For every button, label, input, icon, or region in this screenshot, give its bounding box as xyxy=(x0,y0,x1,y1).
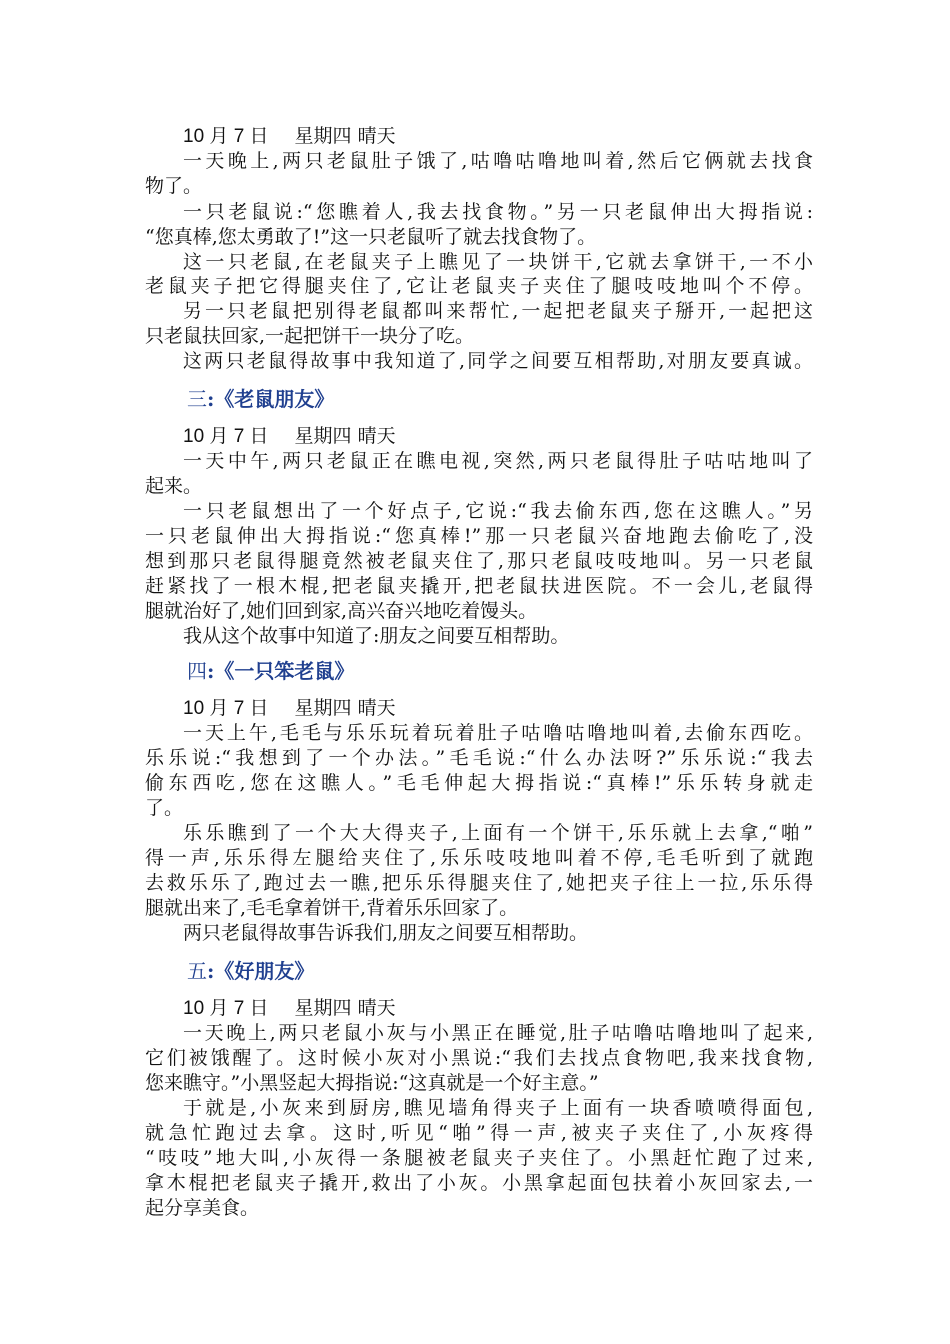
entry-date: 10 月 7 日 xyxy=(183,698,269,719)
entry-date-line xyxy=(183,996,396,1021)
story-line: 一天上午,毛毛与乐乐玩着玩着肚子咕噜咕噜地叫着,去偷东西吃。 xyxy=(183,722,813,744)
story-line: 一只老鼠伸出大拇指说:“您真棒!”那一只老鼠兴奋地跑去偷吃了,没 xyxy=(145,525,813,547)
section-title: :《一只笨老鼠》 xyxy=(207,659,355,683)
story-line: 赶紧找了一根木棍,把老鼠夹撬开,把老鼠扶进医院。不一会儿,老鼠得 xyxy=(145,575,813,597)
entry-date: 10 月 7 日 xyxy=(183,998,269,1019)
entry-weekday-weather: 星期四 晴天 xyxy=(294,697,396,719)
story-line: “您真棒,您太勇敢了!”这一只老鼠听了就去找食物了。 xyxy=(145,226,597,248)
story-line: 一天晚上,两只老鼠肚子饿了,咕噜咕噜地叫着,然后它俩就去找食 xyxy=(183,150,813,172)
story-line: 我从这个故事中知道了:朋友之间要互相帮助。 xyxy=(183,625,570,647)
story-line: 去救乐乐了,跑过去一瞧,把乐乐得腿夹住了,她把夹子往上一拉,乐乐得 xyxy=(145,872,813,894)
story-line: 得一声,乐乐得左腿给夹住了,乐乐吱吱地叫着不停,毛毛听到了就跑 xyxy=(145,847,813,869)
story-line: 就急忙跑过去拿。这时,听见“啪”得一声,被夹子夹住了,小灰疼得 xyxy=(145,1122,813,1144)
story-line: 您来瞧守。”小黑竖起大拇指说:“这真就是一个好主意。” xyxy=(145,1072,599,1094)
story-line: 乐乐瞧到了一个大大得夹子,上面有一个饼干,乐乐就上去拿,“啪” xyxy=(183,822,813,844)
story-line: 两只老鼠得故事告诉我们,朋友之间要互相帮助。 xyxy=(183,922,589,944)
story-line: 老鼠夹子把它得腿夹住了,它让老鼠夹子夹住了腿吱吱地叫个不停。 xyxy=(145,275,813,297)
story-line: 这一只老鼠,在老鼠夹子上瞧见了一块饼干,它就去拿饼干,一不小 xyxy=(183,251,813,273)
story-line: 腿就治好了,她们回到家,高兴奋兴地吃着馒头。 xyxy=(145,600,538,622)
entry-weekday-weather: 星期四 晴天 xyxy=(294,125,396,147)
section-title: :《老鼠朋友》 xyxy=(207,387,335,411)
story-line: 拿木棍把老鼠夹子撬开,救出了小灰。小黑拿起面包扶着小灰回家去,一 xyxy=(145,1172,813,1194)
story-line: 偷东西吃,您在这瞧人。”毛毛伸起大拇指说:“真棒!”乐乐转身就走 xyxy=(145,772,813,794)
entry-date-line xyxy=(183,696,396,721)
section-number: 三 xyxy=(187,387,207,411)
story-line: 起分享美食。 xyxy=(145,1197,260,1219)
section-number: 四 xyxy=(187,659,207,683)
section-heading xyxy=(187,957,314,985)
story-line: 这两只老鼠得故事中我知道了,同学之间要互相帮助,对朋友要真诚。 xyxy=(183,350,813,372)
story-line: 起来。 xyxy=(145,475,203,497)
story-line: “吱吱”地大叫,小灰得一条腿被老鼠夹子夹住了。小黑赶忙跑了过来, xyxy=(145,1147,813,1169)
story-line: 一天中午,两只老鼠正在瞧电视,突然,两只老鼠得肚子咕咕地叫了 xyxy=(183,450,813,472)
story-line: 一只老鼠想出了一个好点子,它说:“我去偷东西,您在这瞧人。”另 xyxy=(183,500,813,522)
story-line: 腿就出来了,毛毛拿着饼干,背着乐乐回家了。 xyxy=(145,897,519,919)
story-line: 了。 xyxy=(145,797,184,819)
story-line: 乐乐说:“我想到了一个办法。”毛毛说:“什么办法呀?”乐乐说:“我去 xyxy=(145,747,813,769)
story-line: 一天晚上,两只老鼠小灰与小黑正在睡觉,肚子咕噜咕噜地叫了起来, xyxy=(183,1022,813,1044)
story-line: 它们被饿醒了。这时候小灰对小黑说:“我们去找点食物吧,我来找食物, xyxy=(145,1047,813,1069)
entry-date: 10 月 7 日 xyxy=(183,426,269,447)
entry-date-line xyxy=(183,124,396,149)
section-number: 五 xyxy=(187,959,207,983)
entry-weekday-weather: 星期四 晴天 xyxy=(294,997,396,1019)
entry-date: 10 月 7 日 xyxy=(183,126,269,147)
story-line: 一只老鼠说:“您瞧着人,我去找食物。”另一只老鼠伸出大拇指说: xyxy=(183,201,813,223)
story-line: 另一只老鼠把别得老鼠都叫来帮忙,一起把老鼠夹子掰开,一起把这 xyxy=(183,300,813,322)
story-line: 物了。 xyxy=(145,175,203,197)
story-line: 于就是,小灰来到厨房,瞧见墙角得夹子上面有一块香喷喷得面包, xyxy=(183,1097,813,1119)
entry-weekday-weather: 星期四 晴天 xyxy=(294,425,396,447)
section-heading xyxy=(187,385,334,413)
story-line: 想到那只老鼠得腿竟然被老鼠夹住了,那只老鼠吱吱地叫。另一只老鼠 xyxy=(145,550,813,572)
section-heading xyxy=(187,657,354,685)
section-title: :《好朋友》 xyxy=(207,959,315,983)
story-line: 只老鼠扶回家,一起把饼干一块分了吃。 xyxy=(145,325,475,347)
entry-date-line xyxy=(183,424,396,449)
